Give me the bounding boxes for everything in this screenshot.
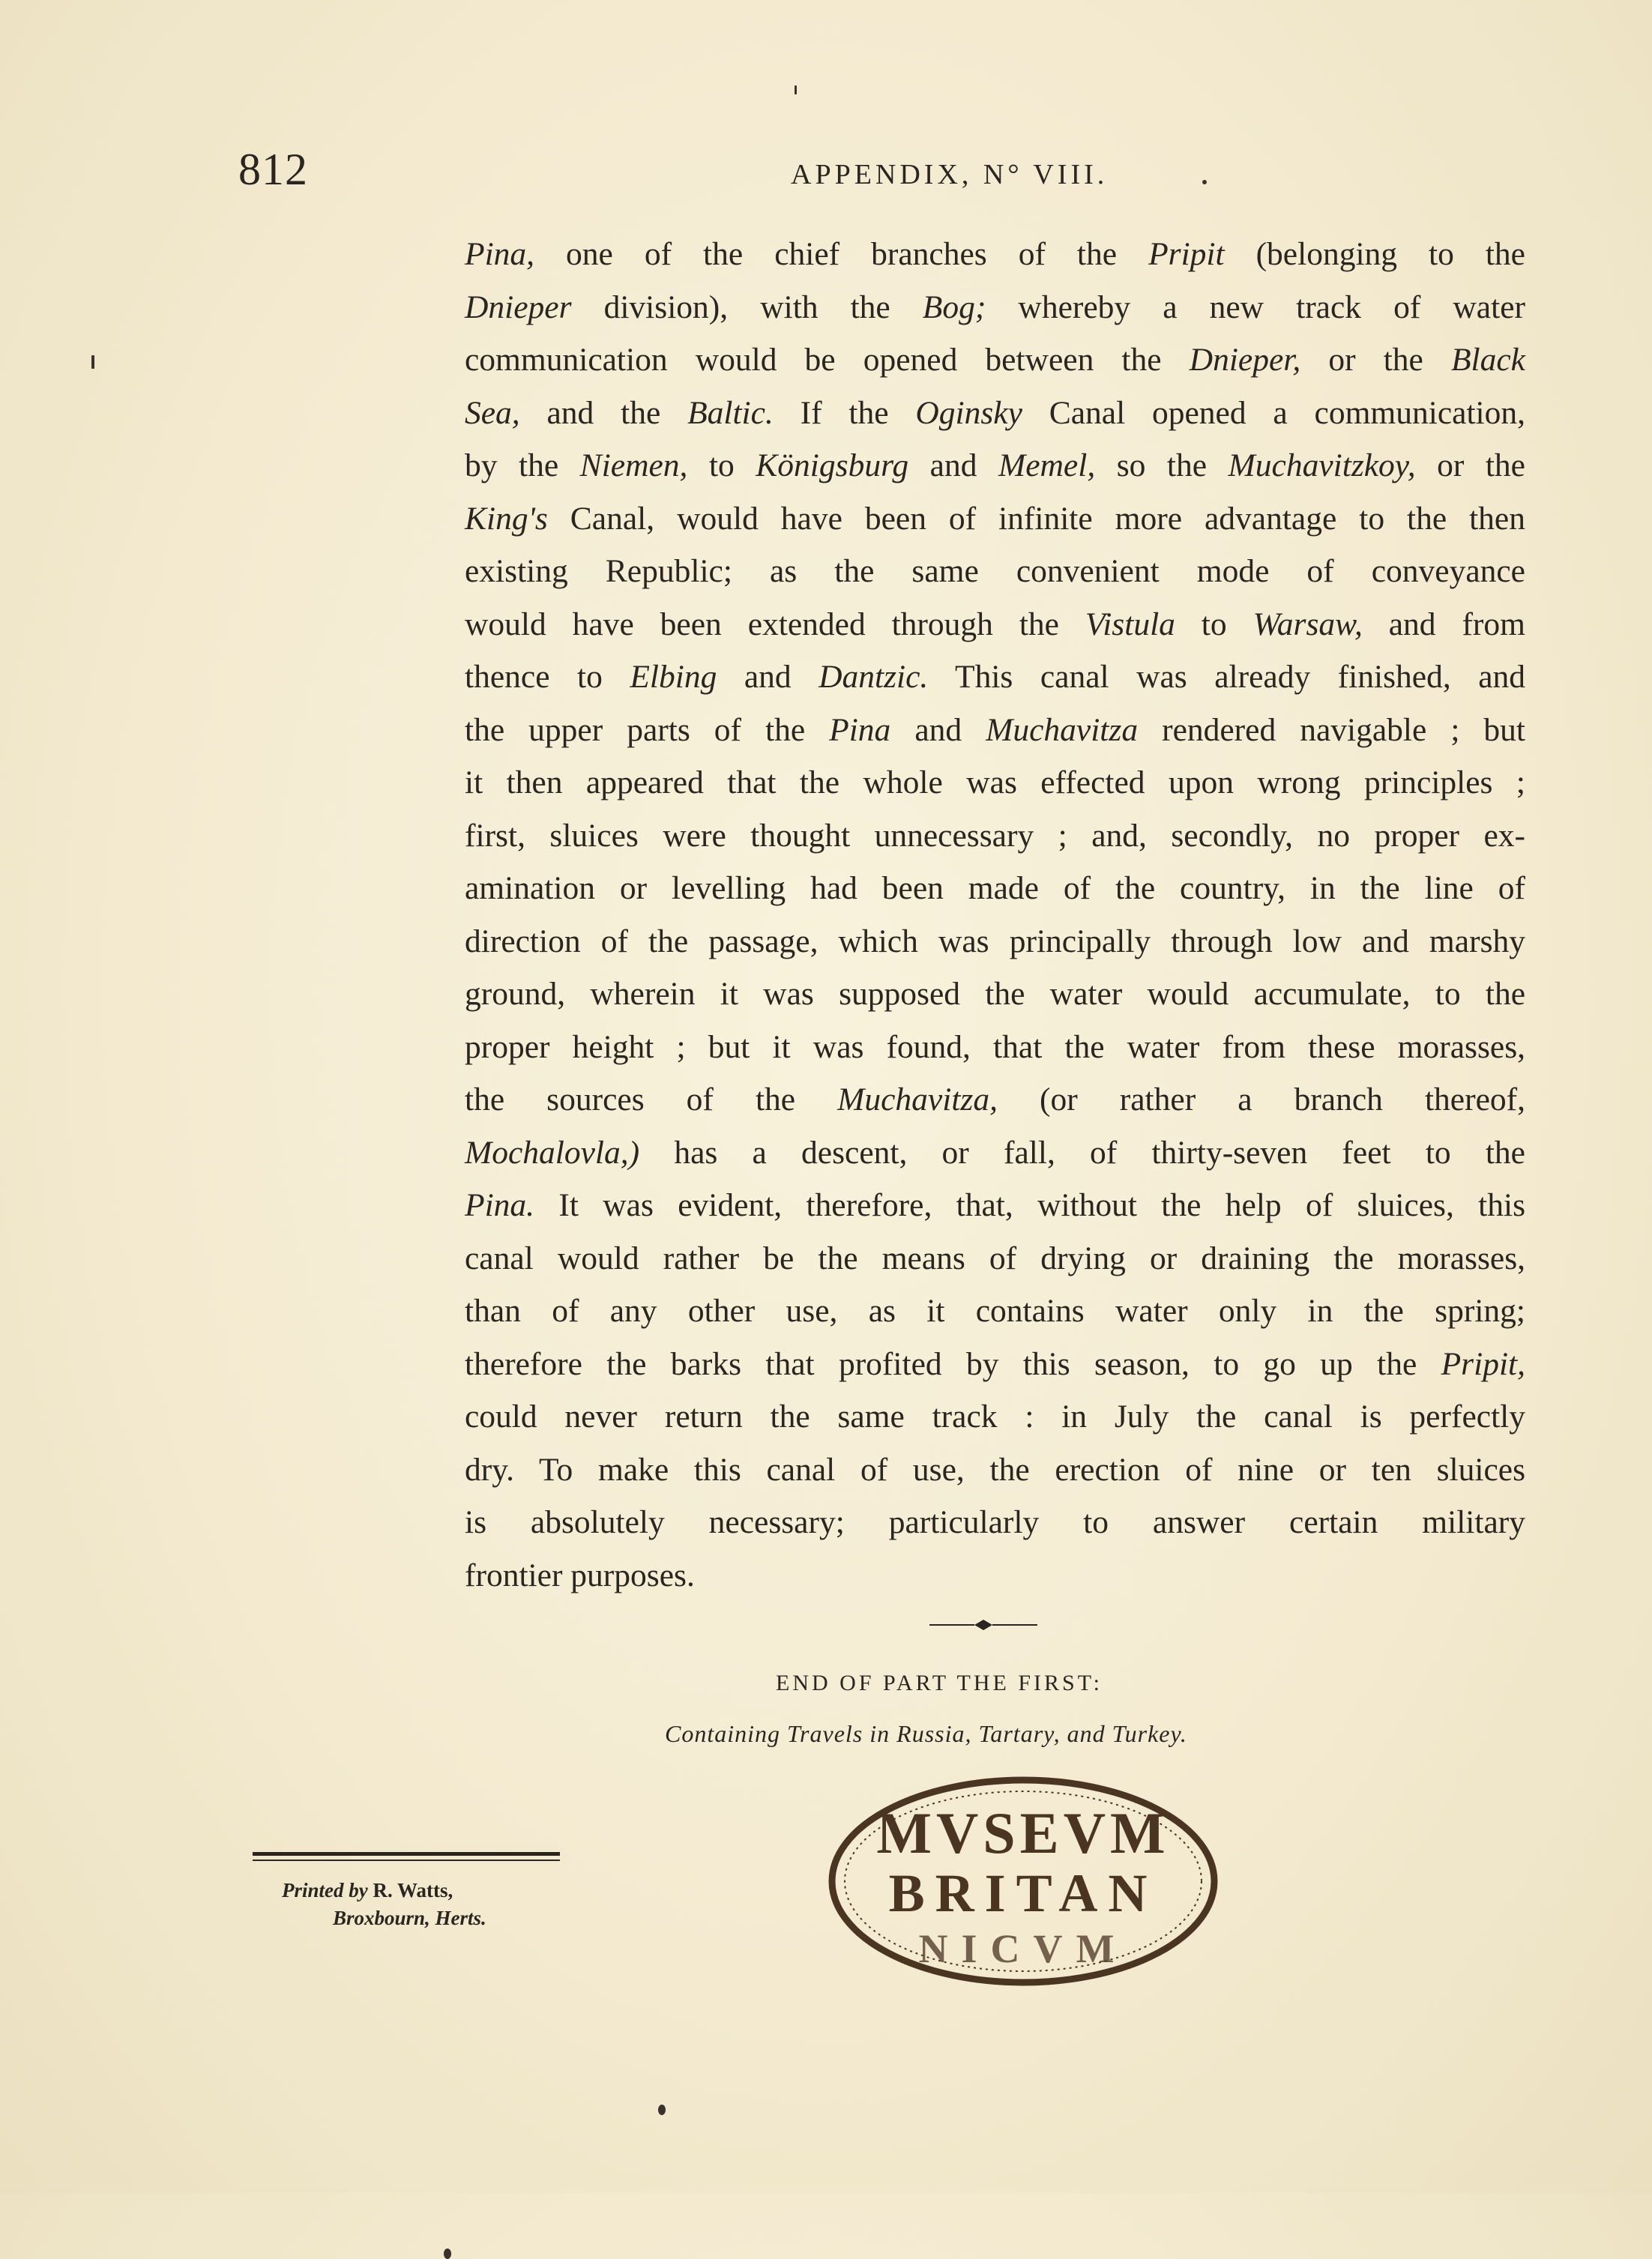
text-run: it then appeared that the whole was effected upon wrong principles ; — [465, 764, 1525, 800]
text-run: to — [1175, 606, 1253, 642]
text-run: and from — [1362, 606, 1525, 642]
italic-proper-noun: Pina — [829, 711, 891, 748]
text-run: the sources of the — [465, 1082, 838, 1118]
text-run: If the — [773, 394, 916, 431]
body-line — [465, 545, 1525, 598]
text-run: (or rather a branch thereof, — [997, 1082, 1525, 1118]
italic-proper-noun: Vistula — [1085, 606, 1175, 642]
italic-proper-noun: Muchavitza, — [837, 1082, 998, 1118]
text-run: and — [717, 659, 819, 695]
body-line — [465, 1390, 1525, 1444]
printer-imprint-line2: Broxbourn, Herts. — [333, 1907, 486, 1929]
text-run: is absolutely necessary; particularly to answer certain military — [465, 1504, 1525, 1540]
italic-proper-noun: Baltic. — [687, 394, 774, 431]
end-of-part-heading: END OF PART THE FIRST: — [776, 1671, 1103, 1695]
body-line — [465, 1232, 1525, 1285]
printer-prefix: Printed by — [282, 1879, 373, 1901]
text-run: whereby a new track of water — [986, 289, 1525, 325]
body-line — [465, 968, 1525, 1021]
body-line — [465, 1338, 1525, 1391]
stamp-line2: BRITAN — [888, 1863, 1158, 1923]
body-line — [465, 1496, 1525, 1549]
body-line — [465, 1549, 1525, 1602]
museum-library-stamp — [817, 1769, 1229, 1994]
italic-proper-noun: King's — [465, 500, 548, 537]
text-run: Canal, would have been of infinite more advantage to the then — [547, 500, 1525, 537]
paper-speck — [1202, 180, 1207, 184]
italic-proper-noun: Muchavitzkoy, — [1228, 447, 1416, 483]
body-line — [465, 387, 1525, 440]
running-head: APPENDIX, N° VIII. — [791, 159, 1109, 190]
text-run: It was evident, therefore, that, without the help of sluices, this — [534, 1187, 1525, 1223]
text-run: and — [890, 711, 986, 748]
contents-summary: Containing Travels in Russia, Tartary, and Turkey. — [665, 1720, 1187, 1747]
body-line — [465, 1127, 1525, 1180]
body-line — [465, 809, 1525, 863]
text-run: could never return the same track : in July the canal is perfectly — [465, 1399, 1525, 1435]
paper-speck — [658, 2105, 666, 2115]
stamp-line3: NICVM — [918, 1926, 1128, 1971]
body-line — [465, 598, 1525, 651]
text-run: amination or levelling had been made of the country, in the line of — [465, 870, 1525, 906]
body-line — [465, 1073, 1525, 1127]
text-run: therefore the barks that profited by this season, to go up the — [465, 1345, 1441, 1382]
italic-proper-noun: Memel, — [998, 447, 1096, 483]
italic-proper-noun: Elbing — [630, 659, 717, 695]
printer-imprint-line1 — [282, 1878, 453, 1902]
text-run: would have been extended through the — [465, 606, 1085, 642]
body-line — [465, 1179, 1525, 1232]
italic-proper-noun: Dnieper, — [1189, 342, 1301, 378]
italic-proper-noun: Königsburg — [756, 447, 909, 483]
body-line — [465, 334, 1525, 387]
italic-proper-noun: Dnieper — [465, 289, 572, 325]
italic-proper-noun: Pina. — [465, 1187, 535, 1223]
printer-rule — [253, 1852, 560, 1861]
paper-speck — [444, 2249, 451, 2259]
printer-name: R. Watts, — [373, 1879, 453, 1901]
body-line — [465, 756, 1525, 809]
text-run: and — [908, 447, 998, 483]
text-run: or the — [1415, 447, 1525, 483]
body-line — [465, 1021, 1525, 1074]
text-run: by the — [465, 447, 580, 483]
text-run: communication would be opened between the — [465, 342, 1190, 378]
text-run: division), with the — [571, 289, 923, 325]
italic-proper-noun: Muchavitza — [986, 711, 1139, 748]
text-run: than of any other use, as it contains water only in the spring; — [465, 1293, 1525, 1329]
text-run: Canal opened a communication, — [1022, 394, 1525, 431]
text-run: one of the chief branches of the — [534, 236, 1149, 272]
body-line — [465, 228, 1525, 281]
body-line — [465, 704, 1525, 757]
text-run: This canal was already finished, and — [928, 659, 1526, 695]
italic-proper-noun: Pripit — [1148, 236, 1225, 272]
paper-speck — [795, 85, 797, 94]
italic-proper-noun: Oginsky — [915, 394, 1022, 431]
text-run: frontier purposes. — [465, 1557, 695, 1593]
text-run: proper height ; but it was found, that the water from these morasses, — [465, 1028, 1525, 1065]
italic-proper-noun: Sea, — [465, 394, 520, 431]
body-line — [465, 281, 1525, 334]
body-line — [465, 651, 1525, 704]
body-line — [465, 1444, 1525, 1497]
text-run: existing Republic; as the same convenient mode of conveyance — [465, 553, 1525, 589]
body-text — [465, 228, 1525, 1602]
text-run: the upper parts of the — [465, 711, 830, 748]
italic-proper-noun: Bog; — [922, 289, 986, 325]
text-run: and the — [519, 394, 688, 431]
italic-proper-noun: Pina, — [465, 236, 535, 272]
text-run: ground, wherein it was supposed the water would accumulate, to the — [465, 976, 1525, 1012]
text-run: canal would rather be the means of drying or draining the morasses, — [465, 1240, 1525, 1276]
paper-speck — [91, 355, 94, 369]
stamp-line1: MVSEVM — [876, 1800, 1170, 1866]
text-run: has a descent, or fall, of thirty-seven feet to the — [639, 1134, 1525, 1171]
text-run: to — [687, 447, 756, 483]
italic-proper-noun: Dantzic. — [819, 659, 929, 695]
text-run: dry. To make this canal of use, the erection of nine or ten sluices — [465, 1451, 1525, 1488]
italic-proper-noun: Mochalovla,) — [465, 1134, 640, 1171]
text-run: rendered navigable ; but — [1138, 711, 1525, 748]
page-number: 812 — [238, 145, 308, 194]
italic-proper-noun: Black — [1450, 342, 1525, 378]
text-run: or the — [1300, 342, 1451, 378]
body-line — [465, 1285, 1525, 1338]
text-run: so the — [1095, 447, 1229, 483]
text-run: thence to — [465, 659, 630, 695]
italic-proper-noun: Pripit, — [1441, 1345, 1525, 1382]
body-line — [465, 439, 1525, 492]
text-run: first, sluices were thought unnecessary ; and, secondly, no proper ex- — [465, 817, 1525, 854]
body-line — [465, 862, 1525, 915]
body-line — [465, 492, 1525, 546]
text-run: direction of the passage, which was principally through low and marshy — [465, 923, 1525, 959]
italic-proper-noun: Warsaw, — [1252, 606, 1363, 642]
italic-proper-noun: Niemen, — [579, 447, 688, 483]
body-line — [465, 915, 1525, 968]
section-divider-ornament — [929, 1616, 1037, 1634]
text-run: (belonging to the — [1224, 236, 1525, 272]
